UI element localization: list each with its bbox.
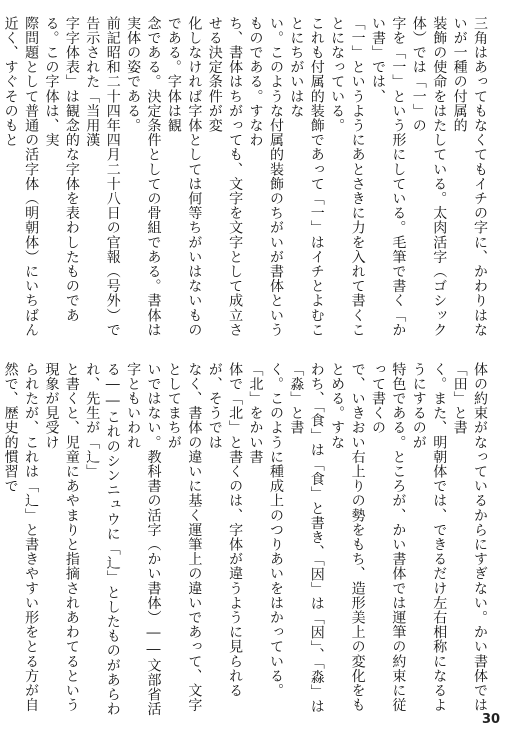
page-number: 30: [482, 712, 501, 727]
lower-text-block: 体の約束がなっているからにすぎない。かい書体では「田」と書 く。また、明朝体では、できるだけ左右相称になるようにするのが 特色である。ところが、かい書体では運筆の約束に従って書くの で、いきおい右上りの勢をもち、造形美上の変化をもとめる。すな わち、「食」は「食」と書き、「因」は「因」、「淼」は「淼」と書 く。このように種成上のつりあいをはかっている。「北」をかい書 体で「北」と書くのは、字体が違うように見られるが、そうでは なく、書体の違いに基く運筆上の違いであって、文字としてまちが いではない。教科書の活字（かい書体）――文部省活字ともいわれ る――これのシンニュウに「辶」としたものがあらわれ、先生が「辶」 と書くと、児童にあやまりと指摘されあわてるという現象が見受け られたが、これは「辶」と書きやすい形をとる方が自然で、歴史的慣習で: [2, 362, 488, 717]
upper-text-block: 三角はあってもなくてもイチの字に、かわりはないが一種の付属的 装飾の使命をはたしている。太肉活字（ゴシック体）では「一」の 字を「一」という形にしている。毛筆で書く「かい書」では、 「一」というようにあとさきに力を入れて書くことになっている。 これも付属的装飾であって「一」はイチとよむことにちがいはな い。このような付属的装飾のちがいが書体というものである。すなわ ち、書体はちがっても、文字を文字として成立させる決定条件が変 化しなければ字体としては何等ちがいはないものである。字体は観 念である。決定条件としての骨組である。書体は実体の姿である。 前記昭和二十四年四月二十八日の官報（号外）で告示された「当用漢 字字体表」は観念的な字体を表わしたものである。この字体は、実 際問題として普通の活字体（明朝体）にいちばん近く、すぐそのもと: [2, 16, 488, 338]
